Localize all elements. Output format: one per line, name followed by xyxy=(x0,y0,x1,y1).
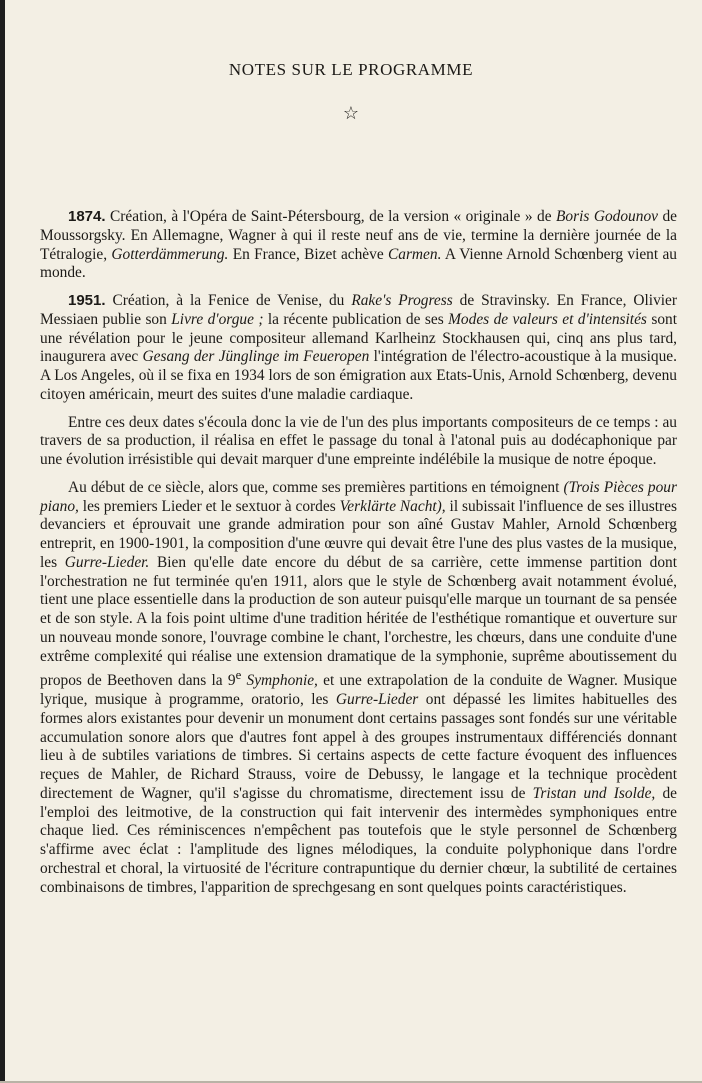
work-title: Livre d'orgue ; xyxy=(171,310,264,328)
work-title: Tristan und Isolde, xyxy=(532,784,656,802)
year-label: 1874. xyxy=(68,208,106,225)
text-run: la récente publication de ses xyxy=(263,310,449,328)
work-title: Gurre-Lieder. xyxy=(64,553,150,571)
text-run: ont dépassé les limites habituelles des formes alors existantes pour devenir un monument dont certains passages sont fondés sur une véritable accumulation sonore alors que d'autres font appel à des groupes instrumentaux différenciés donnant lieu à de subtiles variations de timbres. Si certains aspects de cette facture évoquent des influences reçues de Mahler, de Richard Strauss, voire de Debussy, le langage et la technique procèdent directement de Wagner, qu'il s'agisse du chromatisme, directement issu de xyxy=(40,691,677,802)
work-title: Modes de valeurs et d'intensités xyxy=(448,310,647,328)
text-run: de Stravinsky. En France, Olivier Messiaen publie son xyxy=(40,292,678,328)
text-run: il subissait l'influence de ses illustres devanciers et éprouvait une grande admiration pour son aîné Gustav Mahler, Arnold Schœnberg entreprit, en 1900-1901, la composition d'une œuvre qui devait être l'une des plus vastes de la musique, les xyxy=(40,497,677,571)
text-run: de l'emploi des leitmotive, de la construction qui fait intervenir des intermèdes symphoniques entre chaque lied. Ces réminiscences n'empêchent pas toutefois que le style personnel de Schœnberg s'affirme avec éclat : l'amplitude des lignes mélodiques, la conduite polyphonique dans l'ordre orchestral et choral, la virtuosité de l'écriture contrapuntique du dernier chœur, la subtilité de certaines combinaisons de timbres, l'apparition de sprechgesang en sont quelques points caractéristiques. xyxy=(40,784,678,896)
text-run: de Moussorgsky. En Allemagne, Wagner à qui il reste neuf ans de vie, termine la dernière journée de la Tétralogie, xyxy=(40,208,677,263)
text-run: En France, Bizet achève xyxy=(228,245,388,263)
text-run: Création, à l'Opéra de Saint-Pétersbourg, de la version « originale » de xyxy=(105,208,557,225)
work-title: Rake's Progress xyxy=(351,292,453,309)
text-run: Création, à la Fenice de Venise, du xyxy=(105,292,352,309)
paragraph-p1874 xyxy=(40,208,677,283)
work-title: Verklärte Nacht), xyxy=(339,497,446,515)
page-edge xyxy=(0,0,5,1083)
star-icon: ☆ xyxy=(342,103,360,123)
text-run: Entre ces deux dates s'écoula donc la vie de l'un des plus importants compositeurs de ce temps : au travers de sa production, il réalisa en effet le passage du tonal à l'atonal puis au dodécaphonique par une évolution irrésistible qui devait marquer d'une empreinte indélébile la musique de notre époque. xyxy=(40,413,677,468)
paragraph-p-entre xyxy=(40,414,677,470)
work-title: Symphonie, xyxy=(246,672,318,690)
ordinal-suffix: e xyxy=(235,668,242,683)
text-run: l'intégration de l'électro-acoustique à la musique. A Los Angeles, où il se fixa en 1934 lors de son émigration aux Etats-Unis, Arnold Schœnberg, devenu citoyen américain, meurt des suites d'une maladie cardiaque. xyxy=(40,348,677,403)
paragraph-p1951 xyxy=(40,292,677,405)
work-title: Gotterdämmerung. xyxy=(111,245,229,263)
work-title: Gurre-Lieder xyxy=(335,691,419,709)
text-run: sont une révélation pour le jeune compositeur allemand Karlheinz Stockhausen qui, cinq ans plus tard, inaugurera avec xyxy=(40,310,677,366)
page-title: NOTES SUR LE PROGRAMME xyxy=(228,60,474,79)
text-run: Au début de ce siècle, alors que, comme ses premières partitions en témoignent xyxy=(68,478,564,496)
year-label: 1951. xyxy=(68,292,106,309)
work-title: (Trois Pièces pour piano, xyxy=(40,478,677,515)
work-title: Carmen. xyxy=(387,245,442,263)
text-run: Bien qu'elle date encore du début de sa carrière, cette immense partition dont l'orchestration ne fut terminée qu'en 1911, alors que le style de Schœnberg avait notamment évolué, tient une place essentielle dans la production de son auteur puisqu'elle marque un tournant de sa pensée et de son style. A la fois point ultime d'une tradition héritée de l'esthétique romantique et ouverture sur un nouveau monde sonore, l'ouvrage combine le chant, l'orchestre, les chœurs, dans une conduite d'une extrême complexité qui réalise une extension dramatique de la symphonie, suprême aboutissement du propos de Beethoven dans la 9 xyxy=(40,553,677,690)
text-run: A Vienne Arnold Schœnberg vient au monde. xyxy=(40,245,677,282)
paragraph-p-debut xyxy=(40,479,677,898)
text-run: et une extrapolation de la conduite de Wagner. Musique lyrique, musique à programme, oratorio, les xyxy=(40,672,677,709)
work-title: Gesang der Jünglinge im Feueropen xyxy=(142,348,370,366)
document-body xyxy=(40,208,677,906)
work-title: Boris Godounov xyxy=(556,208,658,225)
text-run: les premiers Lieder et le sextuor à cordes xyxy=(78,497,340,515)
